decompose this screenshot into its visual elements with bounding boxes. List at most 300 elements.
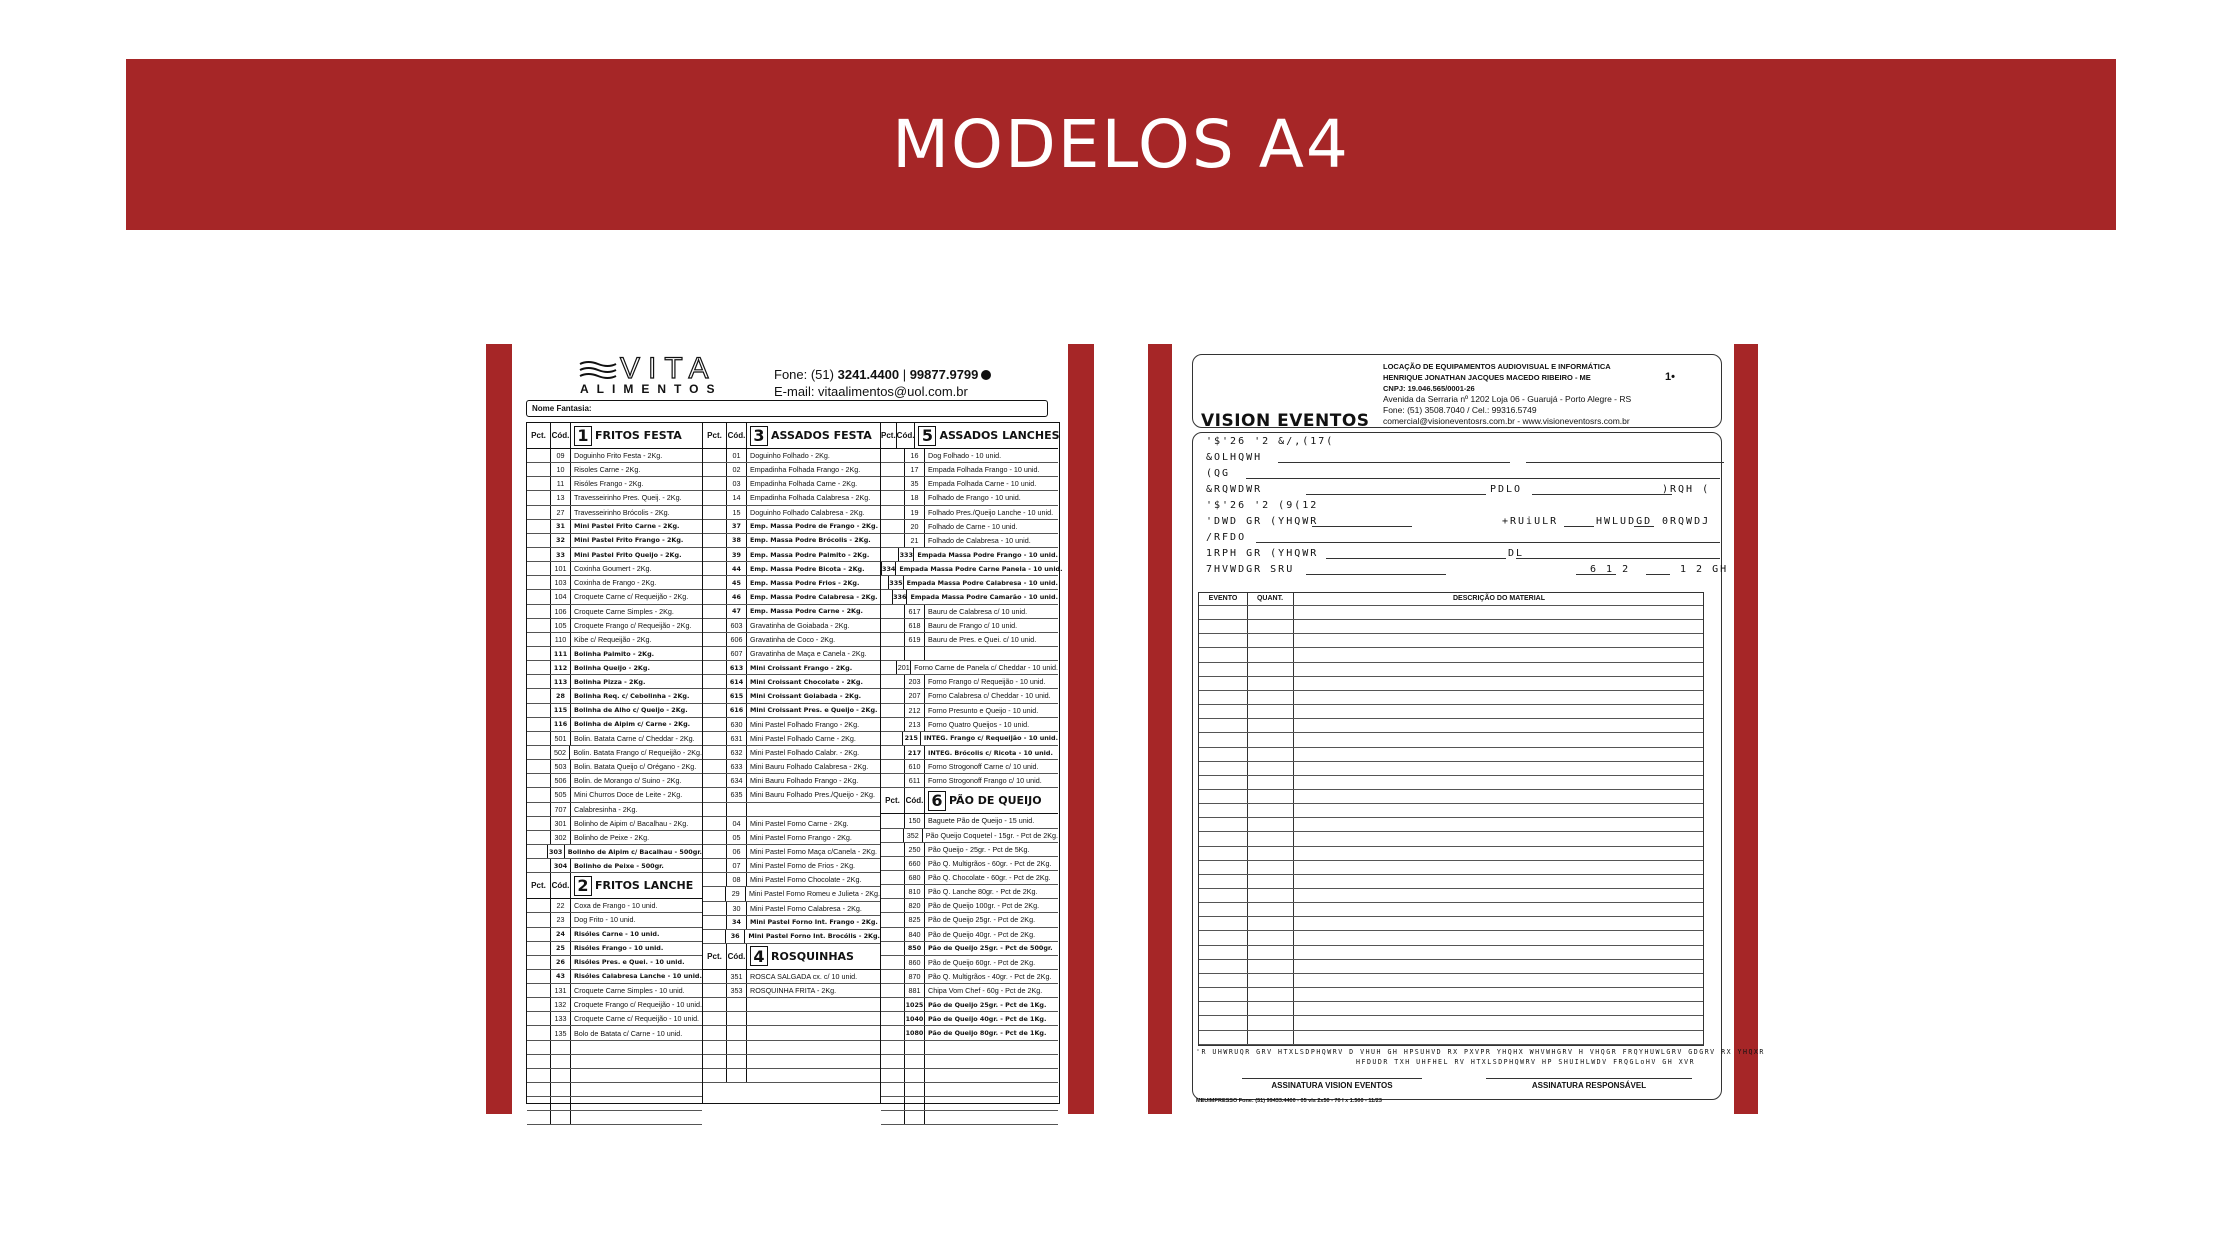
- code-cell: [905, 1111, 925, 1124]
- product-row: [527, 788, 702, 802]
- item-cell: Pão de Queijo 25gr. - Pct de 500gr.: [928, 944, 1053, 953]
- product-row: [881, 689, 1058, 703]
- client-field-label: +RUiULR: [1502, 516, 1559, 527]
- item-cell: Dog Folhado - 10 unid.: [928, 451, 1002, 461]
- pct-cell[interactable]: [527, 859, 551, 872]
- pct-cell[interactable]: [527, 845, 548, 858]
- client-field-label: '$'26 '2 &/,(17(: [1206, 436, 1335, 447]
- pct-cell[interactable]: [527, 899, 551, 912]
- company-info-line: HENRIQUE JONATHAN JACQUES MACEDO RIBEIRO - ME: [1383, 373, 1591, 382]
- pct-cell[interactable]: [703, 916, 727, 929]
- pct-cell[interactable]: [881, 449, 905, 462]
- phone-separator: |: [902, 367, 907, 382]
- product-row: [881, 463, 1058, 477]
- code-cell: 103: [551, 576, 571, 589]
- pct-cell[interactable]: [881, 760, 905, 773]
- pct-cell[interactable]: [527, 590, 551, 603]
- product-row: [881, 477, 1058, 491]
- item-cell: Mini Bauru Folhado Pres./Queijo - 2Kg.: [750, 790, 876, 800]
- item-cell: Travesseirinho Brócolis - 2Kg.: [574, 507, 670, 517]
- pct-cell[interactable]: [881, 491, 905, 504]
- table-row-line[interactable]: [1199, 732, 1703, 733]
- field-underline[interactable]: [1306, 494, 1486, 495]
- table-row-line[interactable]: [1199, 676, 1703, 677]
- pct-cell[interactable]: [881, 871, 905, 884]
- code-cell: 02: [727, 463, 747, 476]
- pct-cell[interactable]: [881, 1111, 905, 1124]
- field-underline[interactable]: [1526, 462, 1724, 463]
- pct-cell[interactable]: [703, 704, 727, 717]
- pct-cell[interactable]: [703, 1041, 727, 1054]
- code-cell: [551, 1055, 571, 1068]
- slide-title: MODELOS A4: [892, 106, 1350, 183]
- pct-cell[interactable]: [881, 970, 905, 983]
- pct-cell[interactable]: [881, 732, 903, 745]
- table-row-line[interactable]: [1199, 973, 1703, 974]
- pct-cell[interactable]: [881, 548, 899, 561]
- pct-cell[interactable]: [703, 930, 726, 943]
- product-row: [703, 605, 880, 619]
- pct-cell[interactable]: [527, 1097, 551, 1110]
- table-row-line[interactable]: [1199, 902, 1703, 903]
- pct-cell[interactable]: [527, 913, 551, 926]
- pct-cell[interactable]: [881, 704, 905, 717]
- table-row-line[interactable]: [1199, 747, 1703, 748]
- pct-cell[interactable]: [881, 1097, 905, 1110]
- table-row-line[interactable]: [1199, 761, 1703, 762]
- field-underline[interactable]: [1256, 542, 1720, 543]
- section-header: [881, 788, 1058, 814]
- product-column: [703, 423, 881, 1103]
- email: E-mail: vitaalimentos@uol.com.br: [774, 384, 968, 399]
- pct-cell[interactable]: [881, 1026, 905, 1039]
- code-cell: 46: [727, 590, 747, 603]
- pct-cell[interactable]: [527, 956, 551, 969]
- product-row: [881, 913, 1058, 927]
- code-cell: 850: [905, 942, 925, 955]
- code-cell: 870: [905, 970, 925, 983]
- pct-cell[interactable]: [703, 633, 727, 646]
- pct-cell[interactable]: [703, 576, 727, 589]
- pct-cell[interactable]: [527, 788, 551, 801]
- table-header: DESCRIÇÃO DO MATERIAL: [1452, 595, 1546, 602]
- pct-cell[interactable]: [527, 520, 551, 533]
- product-row: [881, 605, 1058, 619]
- company-info-line: comercial@visioneventosrs.com.br - www.visioneventosrs.com.br: [1383, 416, 1630, 426]
- empty-row: [881, 1069, 1058, 1083]
- pct-cell[interactable]: [703, 562, 727, 575]
- code-cell: 203: [905, 675, 925, 688]
- item-cell: Croquete Carne c/ Requeijão - 10 unid.: [574, 1014, 700, 1024]
- pct-cell[interactable]: [527, 562, 551, 575]
- item-cell: Bolinha de Alho c/ Queijo - 2Kg.: [574, 706, 688, 715]
- code-cell: 18: [905, 491, 925, 504]
- pct-cell[interactable]: [703, 1012, 727, 1025]
- table-row-line[interactable]: [1199, 1001, 1703, 1002]
- item-cell: Bolin. Batata Frango c/ Requeijão - 2Kg.: [573, 748, 702, 758]
- pct-cell[interactable]: [703, 548, 727, 561]
- pct-cell[interactable]: [881, 520, 905, 533]
- pct-cell[interactable]: [703, 803, 727, 816]
- pct-cell[interactable]: [703, 984, 727, 997]
- product-row: [703, 689, 880, 703]
- code-cell: 881: [905, 984, 925, 997]
- pct-cell[interactable]: [527, 576, 551, 589]
- field-underline[interactable]: [1532, 494, 1672, 495]
- product-row: [703, 633, 880, 647]
- pct-cell[interactable]: [881, 1041, 905, 1054]
- pct-cell[interactable]: [703, 590, 727, 603]
- pct-cell[interactable]: [703, 788, 727, 801]
- pct-cell[interactable]: [881, 899, 905, 912]
- product-row: [527, 1012, 702, 1026]
- pct-cell[interactable]: [703, 970, 727, 983]
- pct-cell[interactable]: [527, 1111, 551, 1124]
- pct-cell[interactable]: [703, 463, 727, 476]
- code-cell: 614: [727, 675, 747, 688]
- item-cell: Bolin. Batata Carne c/ Cheddar - 2Kg.: [574, 733, 695, 743]
- pct-cell[interactable]: [881, 829, 904, 842]
- table-row-line[interactable]: [1199, 959, 1703, 960]
- phone-2: 99877.9799: [909, 367, 979, 382]
- product-row: [527, 562, 702, 576]
- code-cell: [905, 647, 925, 660]
- item-cell: Forno Strogonoff Frango c/ 10 unid.: [928, 776, 1042, 786]
- pct-cell[interactable]: [881, 576, 889, 589]
- pct-cell[interactable]: [703, 647, 727, 660]
- table-row-line[interactable]: [1199, 860, 1703, 861]
- pct-cell[interactable]: [703, 831, 727, 844]
- product-row: [881, 970, 1058, 984]
- code-cell: 707: [551, 803, 571, 816]
- field-underline[interactable]: [1564, 526, 1594, 527]
- pct-cell[interactable]: [881, 477, 905, 490]
- item-cell: Bolo de Batata c/ Carne - 10 unid.: [574, 1028, 683, 1038]
- pct-cell[interactable]: [703, 605, 727, 618]
- table-header: EVENTO: [1208, 595, 1238, 602]
- item-cell: Bauru de Calabresa c/ 10 unid.: [928, 606, 1028, 616]
- table-row-line[interactable]: [1199, 690, 1703, 691]
- pct-cell[interactable]: [881, 814, 905, 827]
- item-cell: Mini Pastel Frito Carne - 2Kg.: [574, 522, 680, 531]
- item-cell: Chipa Vom Chef - 60g - Pct de 2Kg.: [928, 986, 1043, 996]
- accent-bar: [1068, 344, 1094, 1114]
- pct-cell[interactable]: [527, 817, 551, 830]
- table-row-line[interactable]: [1199, 987, 1703, 988]
- field-underline[interactable]: [1326, 558, 1506, 559]
- table-row-line[interactable]: [1199, 817, 1703, 818]
- pct-cell[interactable]: [527, 942, 551, 955]
- table-row-line[interactable]: [1199, 605, 1703, 606]
- table-row-line[interactable]: [1199, 930, 1703, 931]
- code-cell: 43: [551, 970, 571, 983]
- code-cell: 30: [727, 902, 747, 915]
- code-cell: 05: [727, 831, 747, 844]
- pct-cell[interactable]: [881, 1069, 905, 1082]
- pct-cell[interactable]: [527, 548, 551, 561]
- pct-cell[interactable]: [881, 590, 893, 603]
- item-cell: Bolin. Batata Queijo c/ Orégano - 2Kg.: [574, 762, 697, 772]
- pct-cell[interactable]: [703, 506, 727, 519]
- pct-cell[interactable]: [881, 885, 905, 898]
- pct-cell[interactable]: [881, 506, 905, 519]
- field-underline[interactable]: [1516, 558, 1720, 559]
- product-row: [703, 477, 880, 491]
- item-cell: Mini Pastel Forno Maça c/Canela - 2Kg.: [750, 847, 878, 856]
- wave-logo-icon: [578, 360, 618, 382]
- pct-cell[interactable]: [527, 491, 551, 504]
- pct-cell[interactable]: [703, 675, 727, 688]
- vita-logo: [574, 352, 754, 396]
- code-cell: 24: [551, 928, 571, 941]
- pct-cell[interactable]: [881, 746, 905, 759]
- item-cell: Empada Folhada Carne - 10 unid.: [928, 479, 1037, 489]
- pct-cell[interactable]: [703, 449, 727, 462]
- table-row-line[interactable]: [1199, 789, 1703, 790]
- code-cell: [905, 1041, 925, 1054]
- pct-cell[interactable]: [527, 718, 551, 731]
- table-row-line[interactable]: [1199, 874, 1703, 875]
- table-row-line[interactable]: [1199, 846, 1703, 847]
- table-row-line[interactable]: [1199, 775, 1703, 776]
- client-field-label: HWLUDGD: [1596, 516, 1653, 527]
- code-cell: 16: [905, 449, 925, 462]
- pct-cell[interactable]: [703, 718, 727, 731]
- field-underline[interactable]: [1306, 574, 1446, 575]
- pct-cell[interactable]: [881, 998, 905, 1011]
- pct-cell[interactable]: [527, 463, 551, 476]
- table-row-line[interactable]: [1199, 803, 1703, 804]
- pct-cell[interactable]: [881, 619, 905, 632]
- pct-cell[interactable]: [881, 928, 905, 941]
- pct-cell[interactable]: [527, 732, 551, 745]
- table-row-line[interactable]: [1199, 619, 1703, 620]
- pct-cell[interactable]: [527, 1026, 551, 1039]
- pct-cell[interactable]: [527, 534, 551, 547]
- table-row-line[interactable]: [1199, 916, 1703, 917]
- pct-cell[interactable]: [881, 956, 905, 969]
- pct-cell[interactable]: [703, 619, 727, 632]
- item-cell: Pão de Queijo 60gr. - Pct de 2Kg.: [928, 957, 1036, 967]
- empty-row: [881, 1083, 1058, 1097]
- pct-cell[interactable]: [527, 746, 551, 759]
- pct-cell[interactable]: [881, 605, 905, 618]
- pct-cell[interactable]: [881, 857, 905, 870]
- cod-header: Cód.: [905, 788, 925, 813]
- pct-cell[interactable]: [527, 1055, 551, 1068]
- code-cell: [727, 1055, 747, 1068]
- pct-cell[interactable]: [881, 633, 905, 646]
- pct-cell[interactable]: [527, 477, 551, 490]
- pct-cell[interactable]: [527, 704, 551, 717]
- table-row-line[interactable]: [1199, 718, 1703, 719]
- pct-cell[interactable]: [527, 689, 551, 702]
- code-cell: 630: [727, 718, 747, 731]
- table-row-line[interactable]: [1199, 888, 1703, 889]
- cod-header: Cód.: [727, 423, 747, 448]
- pct-cell[interactable]: [881, 463, 905, 476]
- field-underline[interactable]: [1278, 462, 1510, 463]
- code-cell: 23: [551, 913, 571, 926]
- code-cell: 29: [726, 887, 746, 900]
- pct-cell[interactable]: [881, 843, 905, 856]
- phone-label: Fone: (51): [774, 367, 834, 382]
- pct-cell[interactable]: [881, 1012, 905, 1025]
- code-cell: 38: [727, 534, 747, 547]
- product-row: [527, 689, 702, 703]
- pct-cell[interactable]: [527, 1012, 551, 1025]
- empty-row: [881, 1055, 1058, 1069]
- pct-cell[interactable]: [703, 491, 727, 504]
- pct-cell[interactable]: [703, 1055, 727, 1068]
- pct-cell[interactable]: [881, 913, 905, 926]
- code-cell: 10: [551, 463, 571, 476]
- pct-cell[interactable]: [527, 1083, 551, 1096]
- pct-cell[interactable]: [703, 520, 727, 533]
- table-row-line[interactable]: [1199, 647, 1703, 648]
- pct-cell[interactable]: [703, 661, 727, 674]
- pct-cell[interactable]: [703, 534, 727, 547]
- item-cell: Empada Massa Podre Frango - 10 unid.: [917, 550, 1058, 559]
- item-cell: Risóles Pres. e Quei. - 10 unid.: [574, 958, 685, 967]
- pct-cell[interactable]: [703, 760, 727, 773]
- code-cell: 104: [551, 590, 571, 603]
- table-row-line[interactable]: [1199, 831, 1703, 832]
- pct-cell[interactable]: [703, 746, 727, 759]
- pct-cell[interactable]: [703, 902, 727, 915]
- pct-cell[interactable]: [527, 760, 551, 773]
- item-cell: Forno Calabresa c/ Cheddar - 10 unid.: [928, 691, 1051, 701]
- field-underline[interactable]: [1576, 574, 1616, 575]
- code-cell: 618: [905, 619, 925, 632]
- pct-cell[interactable]: [881, 984, 905, 997]
- pct-cell[interactable]: [881, 1083, 905, 1096]
- pct-cell[interactable]: [881, 1055, 905, 1068]
- pct-cell[interactable]: [703, 732, 727, 745]
- product-row: [881, 619, 1058, 633]
- product-row: [527, 675, 702, 689]
- product-row: [703, 718, 880, 732]
- product-row: [527, 605, 702, 619]
- client-field-label: /RFDO: [1206, 532, 1247, 543]
- product-row: [881, 633, 1058, 647]
- code-cell: 36: [726, 930, 745, 943]
- pct-cell[interactable]: [527, 605, 551, 618]
- field-underline[interactable]: [1646, 574, 1670, 575]
- signature-responsavel: ASSINATURA RESPONSÁVEL: [1486, 1078, 1692, 1090]
- product-row: [703, 859, 880, 873]
- code-cell: 353: [727, 984, 747, 997]
- pct-cell[interactable]: [703, 873, 727, 886]
- pct-cell[interactable]: [527, 928, 551, 941]
- product-column: [881, 423, 1063, 1103]
- table-row-line[interactable]: [1199, 1015, 1703, 1016]
- pct-cell[interactable]: [703, 845, 727, 858]
- pct-cell[interactable]: [703, 817, 727, 830]
- pct-cell[interactable]: [703, 1069, 727, 1082]
- terms-line-1: 'R UHWRUQR GRV HTXLSDPHQWRV D VHUH GH HPSUHVD RX PXVPR YHQHX WHVWHGRV H VHQGR FRQYHUWLGRV GDGRV RX YHQXR: [1196, 1048, 1765, 1056]
- cod-header: Cód.: [727, 944, 747, 969]
- pct-cell[interactable]: [881, 718, 905, 731]
- table-row-line[interactable]: [1199, 1030, 1703, 1031]
- field-underline[interactable]: [1246, 478, 1720, 479]
- field-underline[interactable]: [1312, 526, 1412, 527]
- pct-cell[interactable]: [881, 534, 905, 547]
- client-field-label: 7HVWDGR SRU: [1206, 564, 1295, 575]
- product-row: [703, 590, 880, 604]
- pct-cell[interactable]: [881, 661, 897, 674]
- pct-cell[interactable]: [881, 675, 905, 688]
- product-row: [881, 534, 1058, 548]
- pct-cell[interactable]: [527, 1069, 551, 1082]
- pct-cell[interactable]: [703, 887, 726, 900]
- code-cell: [727, 1069, 747, 1082]
- pct-cell[interactable]: [527, 970, 551, 983]
- pct-cell[interactable]: [527, 675, 551, 688]
- pct-cell[interactable]: [527, 1041, 551, 1054]
- pct-cell[interactable]: [703, 477, 727, 490]
- code-cell: 17: [905, 463, 925, 476]
- code-cell: 351: [727, 970, 747, 983]
- code-cell: 47: [727, 605, 747, 618]
- vision-eventos-form: [1186, 352, 1765, 1106]
- pct-cell[interactable]: [703, 859, 727, 872]
- code-cell: 1080: [905, 1026, 925, 1039]
- pct-cell[interactable]: [881, 647, 905, 660]
- code-cell: [551, 1083, 571, 1096]
- pct-cell[interactable]: [527, 619, 551, 632]
- pct-cell[interactable]: [527, 633, 551, 646]
- pct-cell[interactable]: [703, 1026, 727, 1039]
- item-cell: Emp. Massa Podre Calabresa - 2Kg.: [750, 592, 878, 601]
- pct-cell[interactable]: [527, 998, 551, 1011]
- product-row: [703, 732, 880, 746]
- product-row: [527, 718, 702, 732]
- pct-cell[interactable]: [527, 803, 551, 816]
- item-cell: Bolinho de Peixe - 500gr.: [574, 861, 664, 870]
- title-banner: [126, 59, 2116, 230]
- pct-cell[interactable]: [881, 689, 905, 702]
- pct-cell[interactable]: [703, 689, 727, 702]
- code-cell: 45: [727, 576, 747, 589]
- table-row-line[interactable]: [1199, 633, 1703, 634]
- pct-cell[interactable]: [527, 647, 551, 660]
- table-row-line[interactable]: [1199, 662, 1703, 663]
- pct-cell[interactable]: [703, 998, 727, 1011]
- product-row: [881, 548, 1058, 562]
- field-underline[interactable]: [1634, 526, 1654, 527]
- pct-cell[interactable]: [881, 942, 905, 955]
- item-cell: Empada Folhada Frango - 10 unid.: [928, 465, 1040, 475]
- item-cell: Croquete Frango c/ Requeijão - 2Kg.: [574, 620, 692, 630]
- item-cell: Bolinho de Peixe - 2Kg.: [574, 832, 650, 842]
- table-row-line[interactable]: [1199, 945, 1703, 946]
- code-cell: 37: [727, 520, 747, 533]
- client-field-label: 'DWD GR (YHQWR: [1206, 516, 1319, 527]
- pct-cell[interactable]: [527, 984, 551, 997]
- item-cell: Pão Queijo Coquetel - 15gr. - Pct de 2Kg.: [925, 830, 1058, 840]
- table-row-line[interactable]: [1199, 1044, 1703, 1045]
- pct-cell[interactable]: [527, 661, 551, 674]
- section-header: [527, 873, 702, 899]
- pct-cell[interactable]: [527, 506, 551, 519]
- pct-cell[interactable]: [881, 774, 905, 787]
- table-row-line[interactable]: [1199, 704, 1703, 705]
- pct-cell[interactable]: [527, 774, 551, 787]
- pct-cell[interactable]: [527, 831, 551, 844]
- pct-cell[interactable]: [703, 774, 727, 787]
- pct-cell[interactable]: [527, 449, 551, 462]
